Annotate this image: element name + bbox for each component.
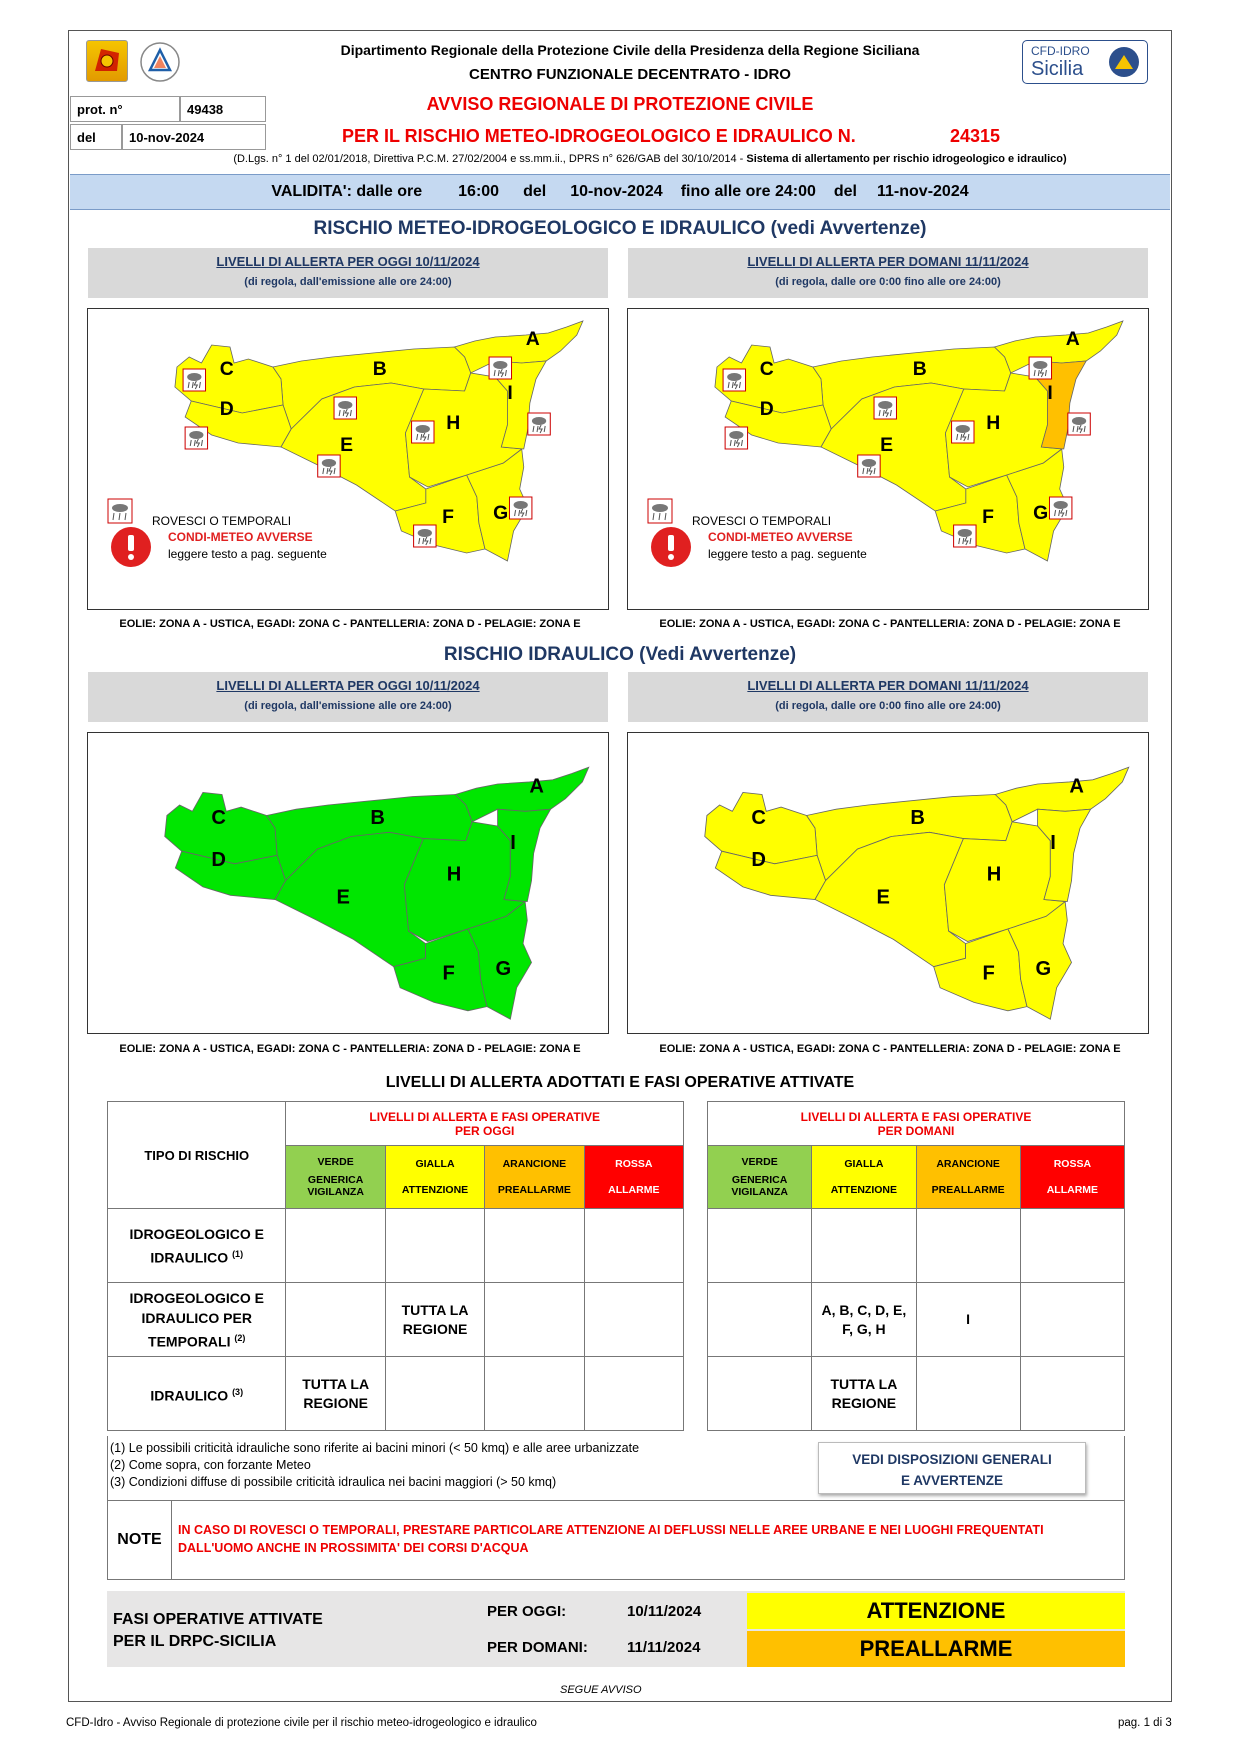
- panel-idraulico-tomorrow-header: [628, 672, 1148, 722]
- level-phase: ATTENZIONE: [830, 1184, 898, 1196]
- panel-title: LIVELLI DI ALLERTA PER DOMANI 11/11/2024: [747, 254, 1029, 269]
- zone-label: G: [1033, 503, 1049, 524]
- footnote-1: (1) Le possibili criticità idrauliche sono riferite ai bacini minori (< 50 kmq) e alle aree urbanizzate: [110, 1441, 640, 1455]
- panel-sub: (di regola, dalle ore 0:00 fino alle ore 24:00): [775, 276, 1001, 288]
- storm-icon: [1029, 357, 1051, 379]
- storm-icon: [858, 455, 880, 477]
- risk-cell: A, B, C, D, E, F, G, H: [812, 1283, 916, 1357]
- zone-label: B: [912, 359, 927, 380]
- risk-footnote-ref: (3): [232, 1386, 244, 1397]
- zone-label: I: [1047, 383, 1053, 404]
- fasi-label2: PER IL DRPC-SICILIA: [113, 1633, 277, 1650]
- zone-label: B: [372, 359, 387, 380]
- risk-cell: TUTTA LA REGIONE: [812, 1357, 916, 1431]
- table-section-title: LIVELLI DI ALLERTA ADOTTATI E FASI OPERATIVE ATTIVATE: [385, 1074, 855, 1091]
- zone-label: G: [495, 958, 512, 981]
- risk-row: [708, 1209, 1125, 1283]
- risk-row: [108, 1357, 684, 1431]
- section1-main: RISCHIO METEO-IDROGEOLOGICO E IDRAULICO: [313, 218, 766, 239]
- islands-note: EOLIE: ZONA A - USTICA, EGADI: ZONA C - PANTELLERIA: ZONA D - PELAGIE: ZONA E: [659, 1043, 1121, 1055]
- segue-avviso: SEGUE AVVISO: [560, 1684, 642, 1696]
- storm-legend-icon: [108, 499, 132, 523]
- sicily-map: [628, 733, 1147, 1032]
- zone-label: E: [880, 435, 894, 456]
- level-name: ARANCIONE: [502, 1158, 567, 1170]
- risk-cell: [708, 1283, 812, 1357]
- risk-cell: [485, 1357, 584, 1431]
- zone-label: H: [446, 413, 461, 434]
- risk-cell: I: [916, 1283, 1020, 1357]
- risk-row: [108, 1209, 684, 1283]
- validity-bar: [70, 174, 1170, 210]
- protezione-civile-logo: [136, 40, 184, 84]
- warning-icon: [651, 527, 691, 567]
- level-header-2: [485, 1146, 584, 1209]
- level-header-2: [916, 1146, 1020, 1209]
- zone-label: H: [986, 863, 1002, 886]
- fasi-domani-label: PER DOMANI:: [487, 1639, 588, 1656]
- level-phase: GENERICA VIGILANZA: [307, 1174, 364, 1198]
- oggi-head-1: LIVELLI DI ALLERTA E FASI OPERATIVE: [369, 1109, 601, 1124]
- vedi-line2: E AVVERTENZE: [900, 1473, 1003, 1488]
- panel-title: LIVELLI DI ALLERTA PER OGGI 10/11/2024: [216, 254, 480, 269]
- footer-right: pag. 1 di 3: [1118, 1717, 1172, 1729]
- section-idraulico-title: [70, 644, 1170, 666]
- zone-label: C: [751, 806, 766, 829]
- notes-area: [107, 1436, 1125, 1500]
- section-meteo-title: [70, 218, 1170, 240]
- zone-label: G: [493, 503, 509, 524]
- map-meteo-tomorrow: [627, 308, 1149, 610]
- sicily-map: [88, 309, 607, 608]
- section1-suffix: (vedi Avvertenze): [770, 218, 927, 239]
- zone-label: G: [1035, 958, 1052, 981]
- prot-label: prot. n°: [70, 96, 180, 122]
- zone-label: B: [370, 806, 385, 829]
- zone-label: D: [211, 848, 226, 871]
- panel-meteo-today-header: [88, 248, 608, 298]
- valid-from-date: 10-nov-2024: [570, 183, 663, 200]
- risk-cell: [584, 1209, 683, 1283]
- zone-label: I: [1050, 832, 1056, 855]
- risk-cell: TUTTA LA REGIONE: [385, 1283, 484, 1357]
- map-idraulico-tomorrow: [627, 732, 1149, 1034]
- fasi-oggi-label: PER OGGI:: [487, 1603, 567, 1620]
- levels-row: [708, 1146, 1125, 1209]
- risk-cell: [708, 1357, 812, 1431]
- oggi-head-2: PER OGGI: [455, 1123, 515, 1138]
- zone-label: H: [986, 413, 1001, 434]
- zone-label: F: [442, 507, 455, 528]
- fasi-box: [107, 1591, 1125, 1667]
- del-label: del: [70, 124, 122, 150]
- risk-type: [108, 1357, 286, 1431]
- zone-label: D: [759, 399, 774, 420]
- alert-table-tomorrow: [707, 1101, 1125, 1431]
- islands-note: EOLIE: ZONA A - USTICA, EGADI: ZONA C - PANTELLERIA: ZONA D - PELAGIE: ZONA E: [659, 618, 1121, 630]
- sicily-map: [88, 733, 607, 1032]
- fasi-oggi-date: 10/11/2024: [627, 1603, 702, 1620]
- storm-icon: [954, 525, 976, 547]
- domani-head-1: LIVELLI DI ALLERTA E FASI OPERATIVE: [800, 1109, 1032, 1124]
- risk-label: IDROGEOLOGICO E IDRAULICO: [129, 1225, 265, 1266]
- level-name: ARANCIONE: [936, 1158, 1000, 1170]
- domani-header: [708, 1102, 1125, 1146]
- risk-row: [708, 1283, 1125, 1357]
- legend-condi-sub: leggere testo a pag. seguente: [168, 547, 327, 561]
- fasi-domani-date: 11/11/2024: [627, 1639, 701, 1656]
- note-label: NOTE: [108, 1501, 172, 1579]
- risk-type: [108, 1209, 286, 1283]
- zone-label: A: [525, 329, 540, 350]
- storm-icon: [1049, 497, 1071, 519]
- storm-icon: [183, 369, 205, 391]
- valid-to-date: 11-nov-2024: [877, 183, 969, 200]
- regione-sicilia-logo: [86, 40, 128, 82]
- panel-title: LIVELLI DI ALLERTA PER DOMANI 11/11/2024: [747, 678, 1029, 693]
- zone-label: B: [910, 806, 925, 829]
- zone-label: F: [442, 962, 455, 985]
- cfd-logo-top: CFD-IDRO: [1031, 44, 1090, 58]
- storm-legend-icon: [648, 499, 672, 523]
- storm-icon: [952, 421, 974, 443]
- risk-cell: [584, 1283, 683, 1357]
- level-header-0: [708, 1146, 812, 1209]
- oggi-header: [286, 1102, 684, 1146]
- footnote-3: (3) Condizioni diffuse di possibile criticità idraulica nei bacini maggiori (> 50 kmq): [110, 1475, 557, 1489]
- level-header-1: [385, 1146, 484, 1209]
- risk-footnote-ref: (2): [234, 1332, 246, 1343]
- level-phase: ALLARME: [608, 1184, 660, 1196]
- zone-label: I: [510, 832, 516, 855]
- fasi-domani-value: PREALLARME: [747, 1631, 1125, 1667]
- zone-label: E: [876, 886, 890, 909]
- zone-label: C: [219, 359, 234, 380]
- risk-cell: [1020, 1209, 1124, 1283]
- level-phase: PREALLARME: [931, 1184, 1005, 1196]
- note-box: [107, 1500, 1125, 1580]
- risk-cell: [485, 1283, 584, 1357]
- legend-rovesci: ROVESCI O TEMPORALI: [692, 514, 832, 528]
- valid-from-time: 16:00: [458, 183, 500, 200]
- level-name: GIALLA: [415, 1158, 455, 1170]
- sicily-map: [628, 309, 1147, 608]
- legal-refs: [140, 153, 1160, 165]
- risk-rows: [108, 1209, 684, 1431]
- footnote-2: (2) Come sopra, con forzante Meteo: [110, 1458, 311, 1472]
- panel-meteo-tomorrow-header: [628, 248, 1148, 298]
- legend-rovesci: ROVESCI O TEMPORALI: [152, 514, 292, 528]
- cfd-logo-bottom: Sicilia: [1031, 58, 1084, 80]
- avviso-number: 24315: [950, 126, 1001, 146]
- risk-label: IDROGEOLOGICO E IDRAULICO PER TEMPORALI: [129, 1289, 265, 1350]
- risk-cell: [708, 1209, 812, 1283]
- zone-label: I: [507, 383, 513, 404]
- del-value: 10-nov-2024: [122, 124, 266, 150]
- risk-cell: [1020, 1357, 1124, 1431]
- storm-icon: [185, 427, 207, 449]
- risk-cell: [286, 1209, 385, 1283]
- panel-sub: (di regola, dall'emissione alle ore 24:00): [244, 700, 452, 712]
- avviso-title: AVVISO REGIONALE DI PROTEZIONE CIVILE: [426, 94, 814, 114]
- risk-row: [108, 1283, 684, 1357]
- warning-icon: [111, 527, 151, 567]
- panel-sub: (di regola, dalle ore 0:00 fino alle ore 24:00): [775, 700, 1001, 712]
- domani-head-2: PER DOMANI: [877, 1123, 955, 1138]
- level-phase: PREALLARME: [497, 1184, 571, 1196]
- level-name: GIALLA: [844, 1158, 884, 1170]
- risk-row: [708, 1357, 1125, 1431]
- vedi-line1: VEDI DISPOSIZIONI GENERALI: [852, 1452, 1052, 1467]
- panel-sub: (di regola, dall'emissione alle ore 24:00): [244, 276, 452, 288]
- level-header-1: [812, 1146, 916, 1209]
- storm-icon: [334, 397, 356, 419]
- zone-label: F: [982, 962, 995, 985]
- risk-cell: [916, 1209, 1020, 1283]
- footer-left: CFD-Idro - Avviso Regionale di protezione civile per il rischio meteo-idrogeologico e idraulico: [66, 1717, 537, 1729]
- cfd-idro-logo: [1022, 40, 1148, 84]
- risk-cell: [286, 1283, 385, 1357]
- legend-condi: CONDI-METEO AVVERSE: [168, 530, 313, 544]
- centre-name: CENTRO FUNZIONALE DECENTRATO - IDRO: [469, 66, 791, 83]
- refs-bold: Sistema di allertamento per rischio idrogeologico e idraulico): [746, 153, 1067, 165]
- valid-del2: del: [833, 183, 857, 200]
- storm-icon: [874, 397, 896, 419]
- risk-label: IDRAULICO: [150, 1387, 229, 1404]
- level-phase: GENERICA VIGILANZA: [731, 1174, 788, 1198]
- alert-table-today: [107, 1101, 684, 1431]
- note-text: IN CASO DI ROVESCI O TEMPORALI, PRESTARE PARTICOLARE ATTENZIONE AI DEFLUSSI NELLE AREE URBANE E NEI LUOGHI FREQUENTATI DALL'UOMO ANCHE IN PROSSIMITA' DEI CORSI D'ACQUA: [178, 1523, 1044, 1555]
- storm-icon: [412, 421, 434, 443]
- storm-icon: [489, 357, 511, 379]
- valid-label: VALIDITA': dalle ore: [271, 183, 423, 200]
- zone-label: E: [336, 886, 350, 909]
- risk-cell: [385, 1209, 484, 1283]
- zone-label: A: [529, 775, 544, 798]
- valid-until: fino alle ore 24:00: [680, 183, 816, 200]
- zone-label: C: [211, 806, 226, 829]
- zone-label: C: [759, 359, 774, 380]
- storm-icon: [528, 413, 550, 435]
- refs-text: (D.Lgs. n° 1 del 02/01/2018, Direttiva P.C.M. 27/02/2004 e ss.mm.ii., DPRS n° 626/GAB del 30/10/2014 -: [233, 153, 747, 165]
- map-idraulico-today: [87, 732, 609, 1034]
- storm-icon: [723, 369, 745, 391]
- section2-suffix: (Vedi Avvertenze): [639, 644, 797, 665]
- level-header-3: [1020, 1146, 1124, 1209]
- legend-condi: CONDI-METEO AVVERSE: [708, 530, 853, 544]
- level-phase: ALLARME: [1046, 1184, 1099, 1196]
- islands-note: EOLIE: ZONA A - USTICA, EGADI: ZONA C - PANTELLERIA: ZONA D - PELAGIE: ZONA E: [119, 618, 581, 630]
- risk-footnote-ref: (1): [232, 1248, 244, 1259]
- level-name: VERDE: [741, 1156, 778, 1168]
- prot-value: 49438: [180, 96, 266, 122]
- level-name: ROSSA: [615, 1158, 653, 1170]
- storm-icon: [509, 497, 531, 519]
- level-phase: ATTENZIONE: [401, 1184, 469, 1196]
- department-name: Dipartimento Regionale della Protezione Civile della Presidenza della Regione Siciliana: [340, 42, 920, 58]
- risk-cell: [485, 1209, 584, 1283]
- vedi-disposizioni-button[interactable]: [818, 1442, 1086, 1494]
- fasi-oggi-value: ATTENZIONE: [747, 1593, 1125, 1629]
- level-name: ROSSA: [1053, 1158, 1092, 1170]
- panel-idraulico-today-header: [88, 672, 608, 722]
- avviso-subtitle: PER IL RISCHIO METEO-IDROGEOLOGICO E IDRAULICO N.: [342, 126, 856, 146]
- zone-label: E: [340, 435, 354, 456]
- level-header-0: [286, 1146, 385, 1209]
- risk-cell: [916, 1357, 1020, 1431]
- storm-icon: [414, 525, 436, 547]
- map-meteo-today: [87, 308, 609, 610]
- valid-del1: del: [523, 183, 547, 200]
- risk-rows: [708, 1209, 1125, 1431]
- section2-main: RISCHIO IDRAULICO: [443, 644, 634, 665]
- risk-cell: [584, 1357, 683, 1431]
- risk-cell: [1020, 1283, 1124, 1357]
- zone-label: D: [751, 848, 766, 871]
- level-header-3: [584, 1146, 683, 1209]
- zone-label: A: [1069, 775, 1084, 798]
- zone-label: F: [982, 507, 995, 528]
- tipo-header: TIPO DI RISCHIO: [108, 1102, 286, 1209]
- legend-condi-sub: leggere testo a pag. seguente: [708, 547, 867, 561]
- risk-cell: [385, 1357, 484, 1431]
- risk-cell: TUTTA LA REGIONE: [286, 1357, 385, 1431]
- footnotes: [110, 1440, 639, 1491]
- level-name: VERDE: [317, 1156, 354, 1168]
- storm-icon: [318, 455, 340, 477]
- zone-label: A: [1065, 329, 1080, 350]
- risk-cell: [812, 1209, 916, 1283]
- zone-label: H: [446, 863, 462, 886]
- panel-title: LIVELLI DI ALLERTA PER OGGI 10/11/2024: [216, 678, 480, 693]
- fasi-label1: FASI OPERATIVE ATTIVATE: [113, 1611, 323, 1628]
- storm-icon: [725, 427, 747, 449]
- storm-icon: [1068, 413, 1090, 435]
- zone-label: D: [219, 399, 234, 420]
- islands-note: EOLIE: ZONA A - USTICA, EGADI: ZONA C - PANTELLERIA: ZONA D - PELAGIE: ZONA E: [119, 1043, 581, 1055]
- risk-type: [108, 1283, 286, 1357]
